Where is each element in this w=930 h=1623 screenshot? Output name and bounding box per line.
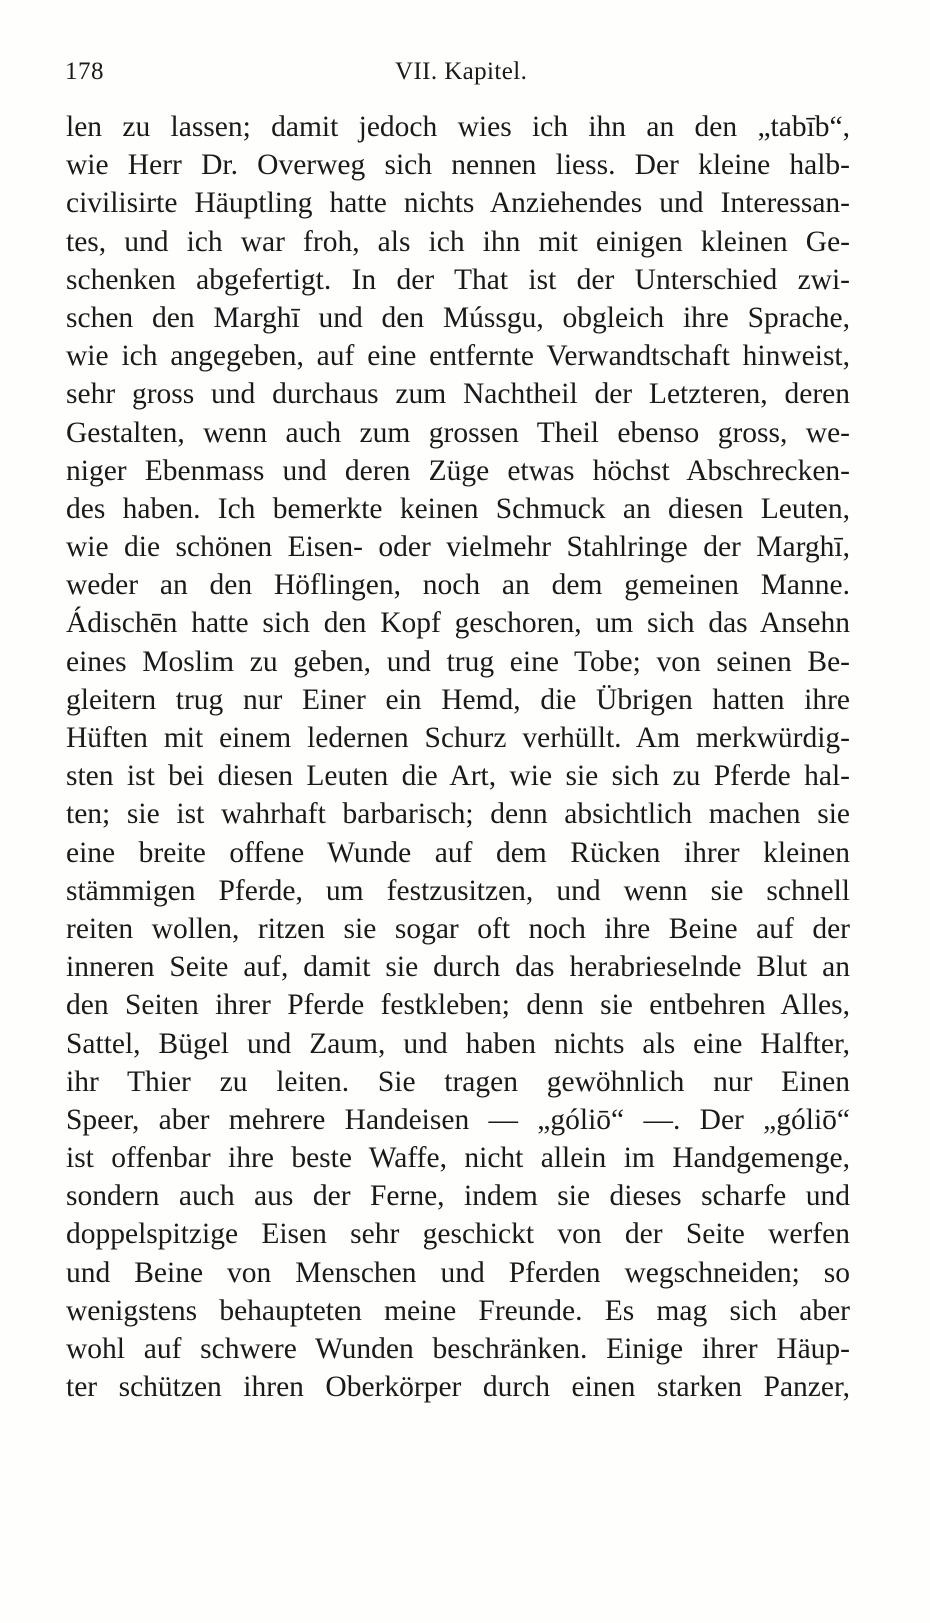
text-line: tes, und ich war froh, als ich ihn mit einigen kleinen Ge- <box>66 225 850 258</box>
text-line: den Seiten ihrer Pferde festkleben; denn sie entbehren Alles, <box>66 989 850 1022</box>
text-line: sten ist bei diesen Leuten die Art, wie sie sich zu Pferde hal- <box>66 760 850 793</box>
text-line: inneren Seite auf, damit sie durch das herabrieselnde Blut an <box>66 951 850 984</box>
text-line: sondern auch aus der Ferne, indem sie dieses scharfe und <box>66 1180 850 1213</box>
text-line: ten; sie ist wahrhaft barbarisch; denn absichtlich machen sie <box>66 798 850 831</box>
text-line: schenken abgefertigt. In der That ist der Unterschied zwi- <box>66 263 850 296</box>
text-line: sehr gross und durchaus zum Nachtheil der Letzteren, deren <box>66 378 850 411</box>
page-number: 178 <box>65 58 104 85</box>
text-line: des haben. Ich bemerkte keinen Schmuck an diesen Leuten, <box>66 492 850 525</box>
text-line: wenigstens behaupteten meine Freunde. Es mag sich aber <box>66 1294 850 1327</box>
body-text <box>66 108 850 1406</box>
text-line: civilisirte Häuptling hatte nichts Anziehendes und Interessan- <box>66 187 850 220</box>
text-line: ihr Thier zu leiten. Sie tragen gewöhnlich nur Einen <box>66 1065 850 1098</box>
running-head: VII. Kapitel. <box>395 58 528 85</box>
text-line: wohl auf schwere Wunden beschränken. Einige ihrer Häup- <box>66 1333 850 1365</box>
text-line: reiten wollen, ritzen sie sogar oft noch ihre Beine auf der <box>66 912 850 945</box>
text-line: ist offenbar ihre beste Waffe, nicht allein im Handgemenge, <box>66 1142 850 1175</box>
text-line: wie ich angegeben, auf eine entfernte Verwandtschaft hinweist, <box>66 340 850 373</box>
text-line: Hüften mit einem ledernen Schurz verhüllt. Am merkwürdig- <box>66 722 850 754</box>
text-line: wie Herr Dr. Overweg sich nennen liess. Der kleine halb- <box>66 149 850 182</box>
text-line: ter schützen ihren Oberkörper durch einen starken Panzer, <box>66 1371 850 1404</box>
text-line: stämmigen Pferde, um festzusitzen, und wenn sie schnell <box>66 874 850 907</box>
text-line: len zu lassen; damit jedoch wies ich ihn an den „tabīb“, <box>66 111 850 143</box>
text-line: Sattel, Bügel und Zaum, und haben nichts als eine Halfter, <box>66 1027 850 1060</box>
text-line: gleitern trug nur Einer ein Hemd, die Übrigen hatten ihre <box>66 683 850 716</box>
text-line: Ádischēn hatte sich den Kopf geschoren, um sich das Ansehn <box>66 607 850 640</box>
text-line: Speer, aber mehrere Handeisen — „góliō“ —. Der „góliō“ <box>66 1103 850 1136</box>
text-line: eine breite offene Wunde auf dem Rücken ihrer kleinen <box>66 836 850 869</box>
text-line: niger Ebenmass und deren Züge etwas höchst Abschrecken- <box>66 454 850 487</box>
text-line: und Beine von Menschen und Pferden wegschneiden; so <box>66 1256 850 1289</box>
text-line: wie die schönen Eisen- oder vielmehr Stahlringe der Marghī, <box>66 531 850 564</box>
page-header <box>65 58 855 94</box>
text-line: schen den Marghī und den Mússgu, obgleich ihre Sprache, <box>66 301 850 334</box>
text-line: Gestalten, wenn auch zum grossen Theil ebenso gross, we- <box>66 416 850 449</box>
text-line: doppelspitzige Eisen sehr geschickt von der Seite werfen <box>66 1218 850 1251</box>
text-line: eines Moslim zu geben, und trug eine Tobe; von seinen Be- <box>66 645 850 678</box>
text-line: weder an den Höflingen, noch an dem gemeinen Manne. <box>66 569 850 602</box>
